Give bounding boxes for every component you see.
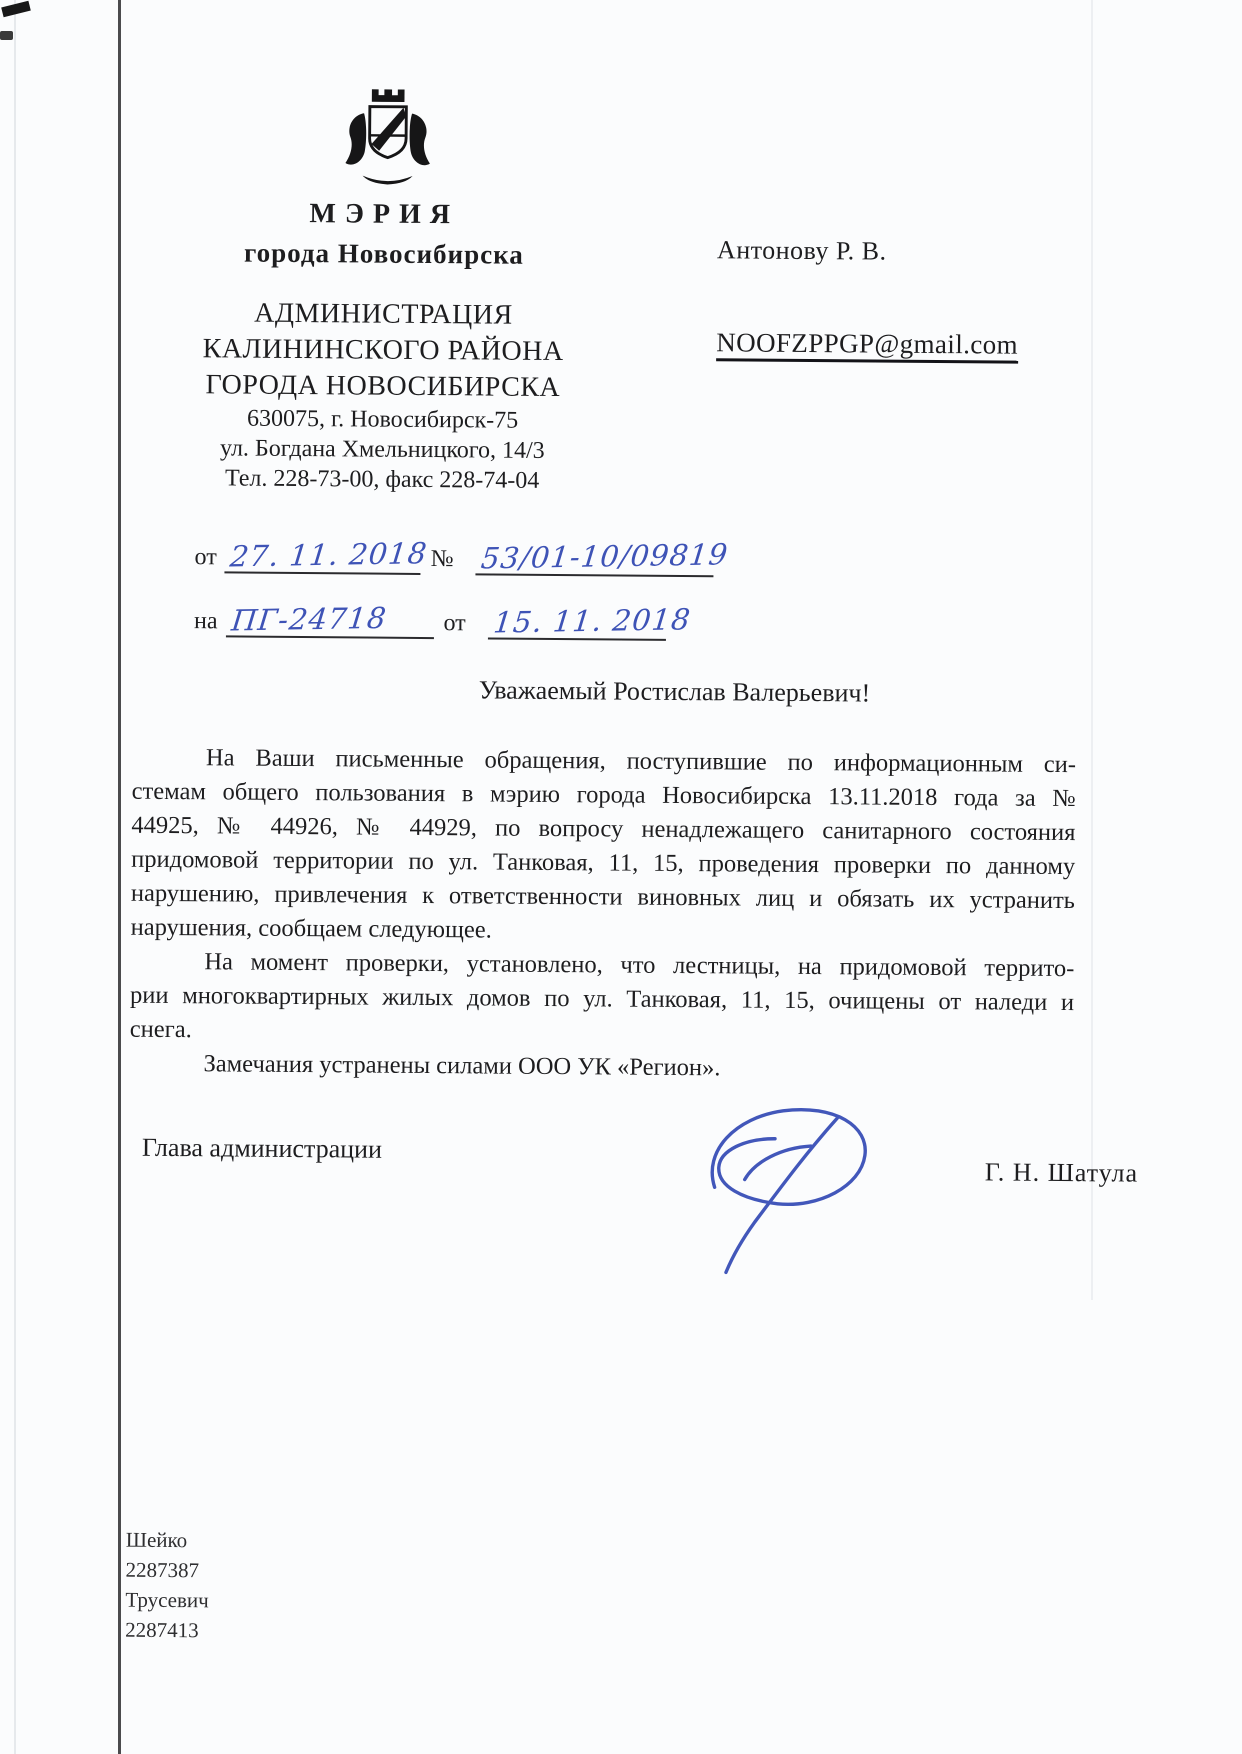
addressee-name: Антонову Р. В. [716,235,887,266]
org-name-line1: МЭРИЯ [309,198,460,231]
handwritten-outgoing-date: 27. 11. 2018 [228,536,430,574]
handwritten-incoming-number: ПГ-24718 [229,600,389,638]
body-line: придомовой территории по ул. Танковая, 11, 15, проведения проверки по данному [131,845,1076,881]
body-line: нарушению, привлечения к ответственности виновных лиц и обязать их устранить [130,879,1075,915]
text-line: КАЛИНИНСКОГО РАЙОНА [202,333,564,368]
incoming-reference-row [194,597,714,641]
text-line: Тел. 228-73-00, факс 228-74-04 [224,465,540,494]
text-line: 2287387 [125,1557,200,1583]
letterhead-title [134,197,635,272]
executors-footer [125,1525,209,1646]
body-line: рии многоквартирных жилых домов по ул. Танковая, 11, 15, очищены от наледи и [130,981,1075,1017]
text-line: ГОРОДА НОВОСИБИРСКА [205,369,561,404]
reference-block [193,533,731,641]
body-line: Замечания устранены силами ООО УК «Регион». [203,1050,721,1082]
text-line: 2287413 [125,1617,199,1643]
salutation: Уважаемый Ростислав Валерьевич! [478,675,871,708]
body-line: нарушения, сообщаем следующее. [130,913,492,944]
body-line: На момент проверки, установлено, что лестницы, на придомовой террито- [204,948,1075,983]
body-line: На Ваши письменные обращения, поступившие по информационным си- [205,744,1077,779]
text-line: 630075, г. Новосибирск-75 [247,405,519,434]
letterhead-department [133,295,634,407]
text-line: АДМИНИСТРАЦИЯ [254,297,513,331]
outgoing-date-field [225,533,430,575]
handwritten-incoming-date: 15. 11. 2018 [491,602,693,640]
addressee-email: NOOFZPPGP@gmail.com [716,327,1018,363]
letterhead-address [132,403,633,497]
from-label: от [194,544,217,571]
body-line: стемам общего пользования в мэрию города Новосибирска 13.11.2018 года за № [131,777,1076,813]
text-line: Трусевич [125,1587,209,1613]
addressee-block [716,235,1107,364]
org-name-line2: города Новосибирска [243,237,524,270]
reply-date-label: от [443,610,466,637]
signer-title: Глава администрации [141,1132,383,1164]
incoming-date-field [488,599,693,640]
signature-ink-icon [684,1089,890,1281]
text-line: Шейко [125,1527,188,1553]
handwritten-outgoing-number: 53/01-10/09819 [479,537,731,576]
text-line: ул. Богдана Хмельницкого, 14/3 [219,435,545,464]
outgoing-reference-row [194,533,731,577]
signer-name: Г. Н. Шатула [984,1157,1139,1188]
incoming-number-field [225,597,433,639]
body-line: снега. [129,1015,192,1044]
body-line: 44925, № 44926, № 44929, по вопросу ненадлежащего санитарного состояния [131,811,1076,847]
novosibirsk-coat-of-arms-icon [339,86,436,199]
number-label: № [430,546,454,573]
letter-body [129,741,1076,1088]
outgoing-number-field [476,535,731,577]
reply-label: на [193,608,218,635]
